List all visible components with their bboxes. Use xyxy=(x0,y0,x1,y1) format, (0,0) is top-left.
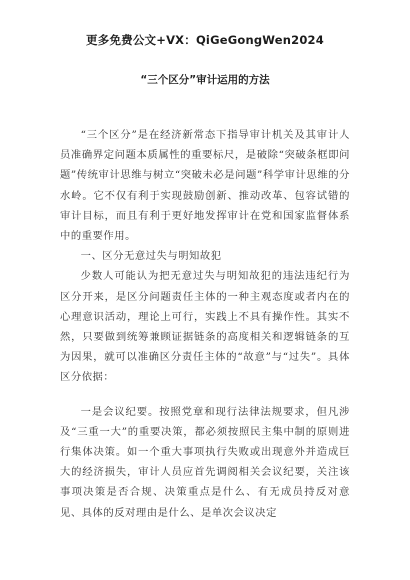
paragraph-meeting-minutes: 一是会议纪要。按照党章和现行法律法规要求，但凡涉及“三重一大”的重要决策，都必须按照民主集中制的原则进行集体决策。如一个重大事项执行失败或出现意外并造成巨大的经济损失，审计人员应首先调阅相关会议纪要，关注该事项决策是否合规、决策重点是什么、有无成员持反对意见、具体的反对理由是什么、是单次会议决定 xyxy=(60,405,350,519)
section-heading-1: 一、区分无意过失与明知故犯 xyxy=(80,250,222,263)
paragraph-section-1: 少数人可能认为把无意过失与明知故犯的违法违纪行为区分开来，是区分问题责任主体的一种主观态度或者内在的心理意识活动，理论上可行，实践上不具有操作性。其实不然，只要做到统筹兼顾证据链条的高度相关和逻辑链条的互为因果，就可以准确区分责任主体的“故意”与“过失”。具体区分依据： xyxy=(60,270,350,384)
document-header: 更多免费公文+VX：QiGeGongWen2024 xyxy=(86,33,324,47)
paragraph-intro: “三个区分”是在经济新常态下指导审计机关及其审计人员准确界定问题本质属性的重要标尺，是破除“突破条框即问题”传统审计思维与树立“突破未必是问题”科学审计思维的分水岭。它不仅有利于实现鼓励创新、推动改革、包容试错的审计目标，而且有利于更好地发挥审计在党和国家监督体系中的重要作用。 xyxy=(60,129,350,243)
document-body xyxy=(60,125,350,523)
document-title: “三个区分”审计运用的方法 xyxy=(140,74,270,86)
